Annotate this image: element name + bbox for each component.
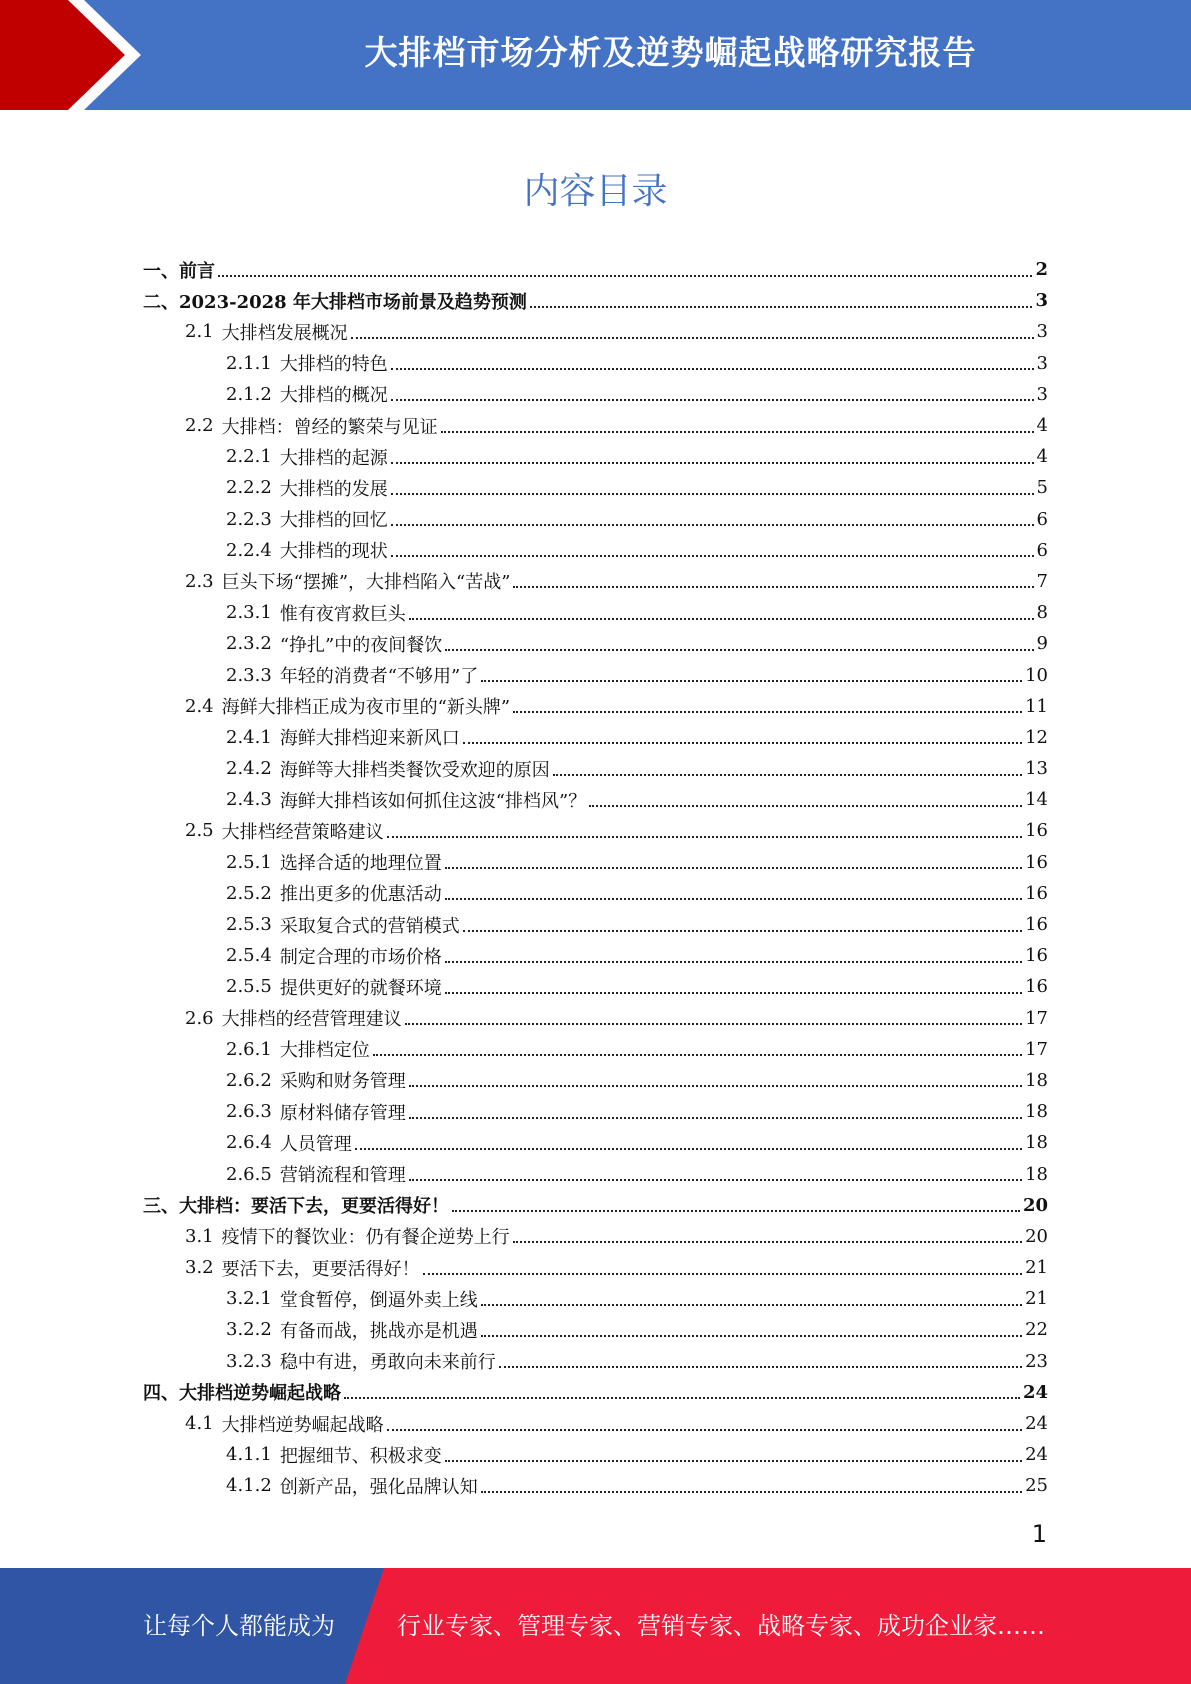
toc-dot-leader [553, 774, 1022, 776]
toc-entry[interactable] [143, 722, 1048, 753]
toc-entry-page: 12 [1025, 726, 1048, 748]
toc-entry[interactable] [143, 1470, 1048, 1501]
toc-dot-leader [391, 524, 1034, 526]
toc-entry[interactable] [143, 753, 1048, 784]
toc-entry-title: 要活下去，更要活得好！ [221, 1258, 420, 1280]
toc-dot-leader [405, 1023, 1022, 1025]
toc-entry[interactable] [143, 1439, 1048, 1470]
toc-dot-leader [423, 1273, 1022, 1275]
toc-entry-number: 4.1.1 [226, 1444, 272, 1466]
toc-entry-number: 2.1.2 [226, 383, 272, 405]
toc-dot-leader [513, 586, 1033, 588]
toc-entry-page: 18 [1025, 1101, 1048, 1123]
toc-entry-number: 3.2.2 [226, 1319, 272, 1341]
toc-dot-leader [452, 1210, 1020, 1212]
toc-entry-page: 24 [1025, 1444, 1048, 1466]
toc-entry-number: 2.2 [185, 415, 214, 437]
toc-entry[interactable] [143, 597, 1048, 628]
toc-entry-number: 2.4.1 [226, 726, 272, 748]
toc-entry-title: 大排档逆势崛起战略 [221, 1414, 384, 1436]
toc-dot-leader [409, 1117, 1022, 1119]
footer-slogan-left: 让每个人都能成为 [143, 1612, 335, 1640]
toc-entry[interactable] [143, 1034, 1048, 1065]
toc-entry[interactable] [143, 940, 1048, 971]
header-arrow-decoration [0, 0, 160, 110]
toc-entry-page: 3 [1036, 321, 1048, 343]
toc-entry-number: 3.2 [185, 1257, 214, 1279]
toc-entry[interactable] [143, 971, 1048, 1002]
toc-entry-title: 大排档的现状 [279, 541, 388, 563]
toc-entry[interactable] [143, 878, 1048, 909]
toc-dot-leader [481, 1304, 1022, 1306]
toc-dot-leader [387, 1429, 1022, 1431]
toc-dot-leader [391, 399, 1034, 401]
toc-dot-leader [530, 306, 1033, 308]
toc-entry-page: 2 [1035, 259, 1048, 281]
toc-entry-title: 提供更好的就餐环境 [279, 977, 442, 999]
toc-dot-leader [391, 462, 1034, 464]
toc-dot-leader [351, 337, 1034, 339]
toc-entry-title: 稳中有进，勇敢向未来前行 [279, 1352, 496, 1374]
toc-entry-number: 2.1 [185, 321, 214, 343]
toc-entry-number: 2.5 [185, 820, 214, 842]
toc-entry[interactable] [143, 784, 1048, 815]
toc-entry-page: 5 [1036, 477, 1048, 499]
toc-entry-title: 三、大排档：要活下去，更要活得好！ [143, 1196, 449, 1218]
toc-entry[interactable] [143, 379, 1048, 410]
toc-entry-page: 16 [1025, 820, 1048, 842]
table-of-contents [143, 254, 1048, 1502]
toc-entry-number: 2.4.2 [226, 758, 272, 780]
toc-entry-number: 2.1.1 [226, 352, 272, 374]
toc-entry-title: 采取复合式的营销模式 [279, 915, 460, 937]
toc-entry-title: 推出更多的优惠活动 [279, 884, 442, 906]
toc-entry-title: 海鲜大排档该如何抓住这波“排档风”？ [279, 790, 587, 812]
toc-entry[interactable] [143, 847, 1048, 878]
toc-entry-page: 20 [1025, 1225, 1048, 1247]
toc-entry-page: 21 [1025, 1288, 1048, 1310]
toc-entry-page: 20 [1022, 1194, 1048, 1216]
toc-dot-leader [445, 1460, 1022, 1462]
toc-entry[interactable] [143, 566, 1048, 597]
toc-entry-title: 大排档定位 [279, 1040, 370, 1062]
toc-entry-page: 3 [1036, 383, 1048, 405]
toc-entry-page: 23 [1025, 1350, 1048, 1372]
toc-entry-number: 2.3.1 [226, 602, 272, 624]
page-header [0, 0, 1191, 110]
toc-dot-leader [481, 1335, 1022, 1337]
toc-entry-number: 2.6.4 [226, 1132, 272, 1154]
toc-entry[interactable] [143, 1346, 1048, 1377]
toc-dot-leader [445, 649, 1033, 651]
toc-dot-leader [481, 1491, 1022, 1493]
toc-entry-number: 2.2.3 [226, 508, 272, 530]
toc-entry[interactable] [143, 441, 1048, 472]
toc-entry-page: 18 [1025, 1069, 1048, 1091]
toc-dot-leader [445, 992, 1022, 994]
toc-entry-page: 24 [1025, 1413, 1048, 1435]
toc-entry-number: 2.5.3 [226, 914, 272, 936]
toc-entry-title: 四、大排档逆势崛起战略 [143, 1383, 341, 1405]
toc-entry-number: 4.1 [185, 1413, 214, 1435]
toc-entry-page: 7 [1036, 570, 1048, 592]
toc-dot-leader [513, 1241, 1022, 1243]
toc-entry-title: 大排档：曾经的繁荣与见证 [221, 416, 438, 438]
toc-entry[interactable] [143, 1127, 1048, 1158]
toc-entry-number: 2.5.2 [226, 882, 272, 904]
toc-entry-page: 18 [1025, 1132, 1048, 1154]
toc-entry-number: 2.6.1 [226, 1038, 272, 1060]
toc-entry[interactable] [143, 348, 1048, 379]
toc-dot-leader [391, 555, 1034, 557]
toc-entry[interactable] [143, 1377, 1048, 1408]
toc-entry-number: 2.2.1 [226, 446, 272, 468]
toc-entry-number: 2.2.4 [226, 539, 272, 561]
toc-entry-page: 17 [1025, 1007, 1048, 1029]
toc-entry-number: 2.6.3 [226, 1101, 272, 1123]
toc-dot-leader [344, 1397, 1020, 1399]
toc-entry-number: 2.3.2 [226, 633, 272, 655]
toc-dot-leader [499, 1366, 1022, 1368]
toc-entry-title: 大排档的发展 [279, 478, 388, 500]
toc-entry-title: 营销流程和管理 [279, 1165, 406, 1187]
toc-entry-number: 2.3 [185, 570, 214, 592]
toc-dot-leader [409, 1179, 1022, 1181]
toc-entry-page: 4 [1036, 446, 1048, 468]
toc-entry-page: 9 [1036, 633, 1048, 655]
toc-entry-number: 2.6.2 [226, 1069, 272, 1091]
toc-entry-title: 大排档经营策略建议 [221, 821, 384, 843]
toc-entry-page: 22 [1025, 1319, 1048, 1341]
toc-entry-title: 大排档的概况 [279, 385, 388, 407]
toc-entry-number: 2.3.3 [226, 664, 272, 686]
page-number: 1 [1031, 1520, 1047, 1548]
toc-entry-page: 3 [1035, 290, 1048, 312]
toc-entry-title: 大排档的经营管理建议 [221, 1009, 402, 1031]
toc-dot-leader [409, 1085, 1022, 1087]
toc-entry[interactable] [143, 1065, 1048, 1096]
toc-dot-leader [445, 961, 1022, 963]
toc-entry-page: 13 [1025, 758, 1048, 780]
toc-entry-number: 2.6.5 [226, 1163, 272, 1185]
toc-entry-number: 2.4.3 [226, 789, 272, 811]
toc-entry-page: 16 [1025, 976, 1048, 998]
toc-entry[interactable] [143, 472, 1048, 503]
toc-entry-title: 有备而战，挑战亦是机遇 [279, 1320, 478, 1342]
toc-entry[interactable] [143, 1221, 1048, 1252]
toc-entry-page: 8 [1036, 602, 1048, 624]
toc-entry[interactable] [143, 1252, 1048, 1283]
toc-entry-page: 18 [1025, 1163, 1048, 1185]
toc-entry[interactable] [143, 1003, 1048, 1034]
toc-entry[interactable] [143, 410, 1048, 441]
toc-entry-page: 4 [1036, 415, 1048, 437]
toc-entry-number: 2.5.4 [226, 945, 272, 967]
toc-entry[interactable] [143, 504, 1048, 535]
toc-entry[interactable] [143, 659, 1048, 690]
toc-entry-number: 2.5.1 [226, 851, 272, 873]
toc-entry-title: “挣扎”中的夜间餐饮 [279, 634, 443, 656]
toc-entry-page: 10 [1025, 664, 1048, 686]
toc-dot-leader [441, 431, 1034, 433]
toc-entry-number: 2.5.5 [226, 976, 272, 998]
toc-entry-title: 海鲜大排档正成为夜市里的“新头牌” [221, 697, 511, 719]
toc-dot-leader [481, 680, 1022, 682]
toc-entry-title: 大排档的特色 [279, 354, 388, 376]
toc-dot-leader [463, 742, 1022, 744]
toc-entry-title: 创新产品，强化品牌认知 [279, 1476, 478, 1498]
toc-entry-page: 6 [1036, 508, 1048, 530]
toc-entry[interactable] [143, 691, 1048, 722]
toc-entry-page: 21 [1025, 1257, 1048, 1279]
toc-dot-leader [218, 275, 1032, 277]
toc-entry[interactable] [143, 1190, 1048, 1221]
toc-dot-leader [409, 618, 1034, 620]
toc-dot-leader [513, 711, 1022, 713]
toc-entry-page: 11 [1025, 695, 1048, 717]
toc-entry-title: 惟有夜宵救巨头 [279, 603, 406, 625]
toc-entry[interactable] [143, 1408, 1048, 1439]
toc-entry-title: 选择合适的地理位置 [279, 853, 442, 875]
toc-entry[interactable] [143, 628, 1048, 659]
toc-entry-title: 堂食暂停，倒逼外卖上线 [279, 1289, 478, 1311]
toc-entry-page: 16 [1025, 882, 1048, 904]
toc-entry-title: 大排档的回忆 [279, 510, 388, 532]
toc-entry[interactable] [143, 1314, 1048, 1345]
toc-entry-page: 14 [1025, 789, 1048, 811]
toc-entry-number: 2.2.2 [226, 477, 272, 499]
footer-slogan-right: 行业专家、管理专家、营销专家、战略专家、成功企业家…… [397, 1612, 1045, 1640]
toc-entry[interactable] [143, 285, 1048, 316]
toc-dot-leader [463, 930, 1022, 932]
toc-dot-leader [391, 493, 1034, 495]
toc-entry[interactable] [143, 815, 1048, 846]
toc-entry-number: 2.4 [185, 695, 214, 717]
toc-entry-title: 年轻的消费者“不够用”了 [279, 666, 479, 688]
toc-entry-number: 3.2.1 [226, 1288, 272, 1310]
toc-entry[interactable] [143, 909, 1048, 940]
toc-entry-page: 16 [1025, 851, 1048, 873]
toc-entry-title: 大排档的起源 [279, 447, 388, 469]
toc-dot-leader [387, 836, 1022, 838]
toc-entry-title: 疫情下的餐饮业：仍有餐企逆势上行 [221, 1227, 510, 1249]
toc-dot-leader [373, 1054, 1022, 1056]
toc-dot-leader [355, 1148, 1022, 1150]
toc-entry-page: 16 [1025, 945, 1048, 967]
toc-dot-leader [445, 867, 1022, 869]
toc-entry[interactable] [143, 535, 1048, 566]
toc-entry-title: 二、2023-2028 年大排档市场前景及趋势预测 [143, 291, 527, 313]
toc-entry[interactable] [143, 254, 1048, 285]
toc-entry-title: 人员管理 [279, 1133, 352, 1155]
toc-entry-page: 3 [1036, 352, 1048, 374]
toc-entry-title: 海鲜大排档迎来新风口 [279, 728, 460, 750]
toc-entry-number: 2.6 [185, 1007, 214, 1029]
toc-heading: 内容目录 [523, 171, 668, 212]
toc-entry[interactable] [143, 1158, 1048, 1189]
toc-entry-page: 24 [1022, 1381, 1048, 1403]
toc-entry-number: 3.2.3 [226, 1350, 272, 1372]
toc-dot-leader [391, 368, 1034, 370]
toc-entry-title: 大排档发展概况 [221, 322, 348, 344]
toc-entry-title: 制定合理的市场价格 [279, 946, 442, 968]
toc-entry[interactable] [143, 316, 1048, 347]
toc-entry-page: 6 [1036, 539, 1048, 561]
toc-entry-title: 巨头下场“摆摊”，大排档陷入“苦战” [221, 572, 511, 594]
toc-entry-number: 4.1.2 [226, 1475, 272, 1497]
toc-entry-page: 16 [1025, 914, 1048, 936]
toc-entry-title: 把握细节、积极求变 [279, 1445, 442, 1467]
toc-entry-title: 海鲜等大排档类餐饮受欢迎的原因 [279, 759, 550, 781]
toc-entry-number: 3.1 [185, 1225, 214, 1247]
toc-dot-leader [445, 898, 1022, 900]
report-title: 大排档市场分析及逆势崛起战略研究报告 [364, 33, 977, 72]
toc-entry-title: 一、前言 [143, 260, 215, 282]
page-footer [0, 1568, 1191, 1684]
toc-entry-page: 17 [1025, 1038, 1048, 1060]
toc-entry[interactable] [143, 1283, 1048, 1314]
toc-entry-page: 25 [1025, 1475, 1048, 1497]
toc-entry[interactable] [143, 1096, 1048, 1127]
toc-entry-title: 采购和财务管理 [279, 1071, 406, 1093]
toc-entry-title: 原材料储存管理 [279, 1102, 406, 1124]
toc-dot-leader [589, 805, 1022, 807]
